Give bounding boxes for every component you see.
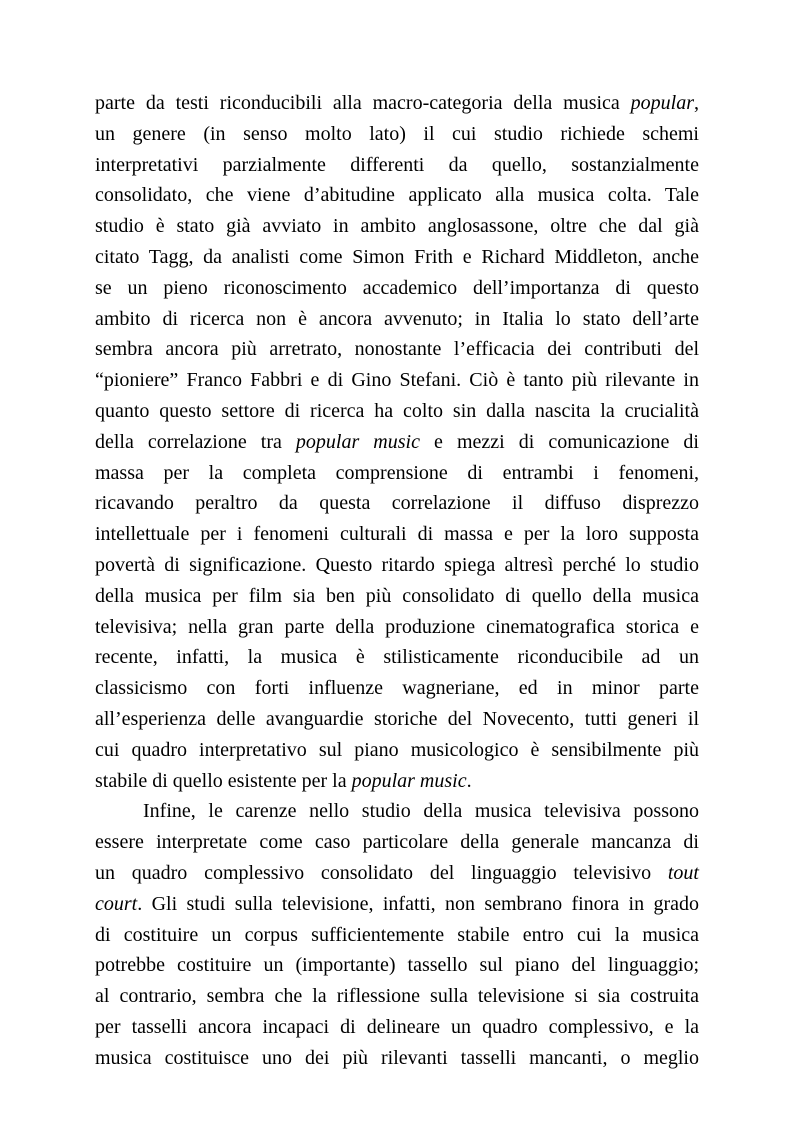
text-run: sembra ancora più arretrato, nonostante l’efficacia dei contributi del xyxy=(95,338,699,361)
text-line xyxy=(95,981,699,1012)
text-run: ricavando peraltro da questa correlazione il diffuso disprezzo xyxy=(95,492,699,515)
text-run: parte da testi riconducibili alla macro-categoria della musica xyxy=(95,92,631,114)
text-line xyxy=(95,950,699,981)
text-line xyxy=(95,396,699,427)
text-run: studio è stato già avviato in ambito anglosassone, oltre che dal già xyxy=(95,215,699,238)
text-run: musica costituisce uno dei più rilevanti tasselli mancanti, o meglio xyxy=(95,1046,699,1069)
text-run: Infine, le carenze nello studio della musica televisiva possono xyxy=(143,800,699,823)
text-line xyxy=(95,180,699,211)
text-line xyxy=(95,704,699,735)
text-run: , xyxy=(694,92,699,114)
text-line xyxy=(95,920,699,951)
text-run: ambito di ricerca non è ancora avvenuto; in Italia lo stato dell’arte xyxy=(95,307,699,330)
italic-text: popular music xyxy=(295,430,420,453)
text-run: consolidato, che viene d’abitudine applicato alla musica colta. Tale xyxy=(95,184,699,207)
text-line xyxy=(95,273,699,304)
text-run: quanto questo settore di ricerca ha colto sin dalla nascita la crucialità xyxy=(95,399,699,422)
text-run: della musica per film sia ben più consolidato di quello della musica xyxy=(95,584,699,607)
text-run: se un pieno riconoscimento accademico dell’importanza di questo xyxy=(95,276,699,299)
text-line xyxy=(95,581,699,612)
italic-text: popular xyxy=(630,92,694,114)
text-line xyxy=(95,796,699,827)
text-line xyxy=(95,1043,699,1074)
text-run: all’esperienza delle avanguardie storiche del Novecento, tutti generi il xyxy=(95,707,699,730)
paragraph-2 xyxy=(95,796,699,1073)
text-run: e mezzi di comunicazione di xyxy=(419,430,699,453)
text-run: recente, infatti, la musica è stilisticamente riconducibile ad un xyxy=(95,646,699,669)
text-line xyxy=(95,427,699,458)
text-line xyxy=(95,735,699,766)
text-line xyxy=(95,458,699,489)
text-line xyxy=(95,519,699,550)
text-line xyxy=(95,889,699,920)
text-line xyxy=(95,858,699,889)
text-line xyxy=(95,673,699,704)
text-run: essere interpretate come caso particolare della generale mancanza di xyxy=(95,831,699,854)
text-line xyxy=(95,88,699,119)
text-line xyxy=(95,150,699,181)
text-line xyxy=(95,211,699,242)
text-run: della correlazione tra xyxy=(95,430,296,453)
text-run: classicismo con forti influenze wagneriane, ed in minor parte xyxy=(95,677,699,700)
text-run: cui quadro interpretativo sul piano musicologico è sensibilmente più xyxy=(95,738,699,761)
document-page xyxy=(95,88,699,1074)
text-run: intellettuale per i fenomeni culturali di massa e per la loro supposta xyxy=(95,523,699,546)
text-run: potrebbe costituire un (importante) tassello sul piano del linguaggio; xyxy=(95,954,699,977)
text-line xyxy=(95,550,699,581)
text-run: televisiva; nella gran parte della produzione cinematografica storica e xyxy=(95,615,699,638)
text-line xyxy=(95,488,699,519)
text-line xyxy=(95,1012,699,1043)
italic-text: court xyxy=(95,892,138,915)
text-run: citato Tagg, da analisti come Simon Frith e Richard Middleton, anche xyxy=(95,245,699,268)
text-run: . Gli studi sulla televisione, infatti, non sembrano finora in grado xyxy=(137,892,699,915)
text-line xyxy=(95,827,699,858)
text-run: stabile di quello esistente per la xyxy=(95,769,352,792)
text-line xyxy=(95,642,699,673)
text-line xyxy=(95,612,699,643)
text-run: di costituire un corpus sufficientemente stabile entro cui la musica xyxy=(95,923,699,946)
text-run: . xyxy=(466,769,472,792)
text-line xyxy=(95,242,699,273)
text-run: massa per la completa comprensione di entrambi i fenomeni, xyxy=(95,461,699,484)
italic-text: tout xyxy=(667,861,699,884)
text-line xyxy=(95,304,699,335)
text-run: “pioniere” Franco Fabbri e di Gino Stefani. Ciò è tanto più rilevante in xyxy=(95,369,699,392)
text-line xyxy=(95,766,699,797)
text-run: interpretativi parzialmente differenti da quello, sostanzialmente xyxy=(95,153,699,176)
italic-text: popular music xyxy=(351,769,467,792)
text-line xyxy=(95,365,699,396)
text-run: un quadro complessivo consolidato del linguaggio televisivo xyxy=(95,861,668,884)
text-line xyxy=(95,334,699,365)
text-run: un genere (in senso molto lato) il cui studio richiede schemi xyxy=(95,122,699,145)
text-run: povertà di significazione. Questo ritardo spiega altresì perché lo studio xyxy=(95,553,699,576)
text-line xyxy=(95,119,699,150)
text-run: al contrario, sembra che la riflessione sulla televisione si sia costruita xyxy=(95,985,699,1008)
paragraph-1 xyxy=(95,88,699,796)
text-run: per tasselli ancora incapaci di delineare un quadro complessivo, e la xyxy=(95,1015,699,1038)
